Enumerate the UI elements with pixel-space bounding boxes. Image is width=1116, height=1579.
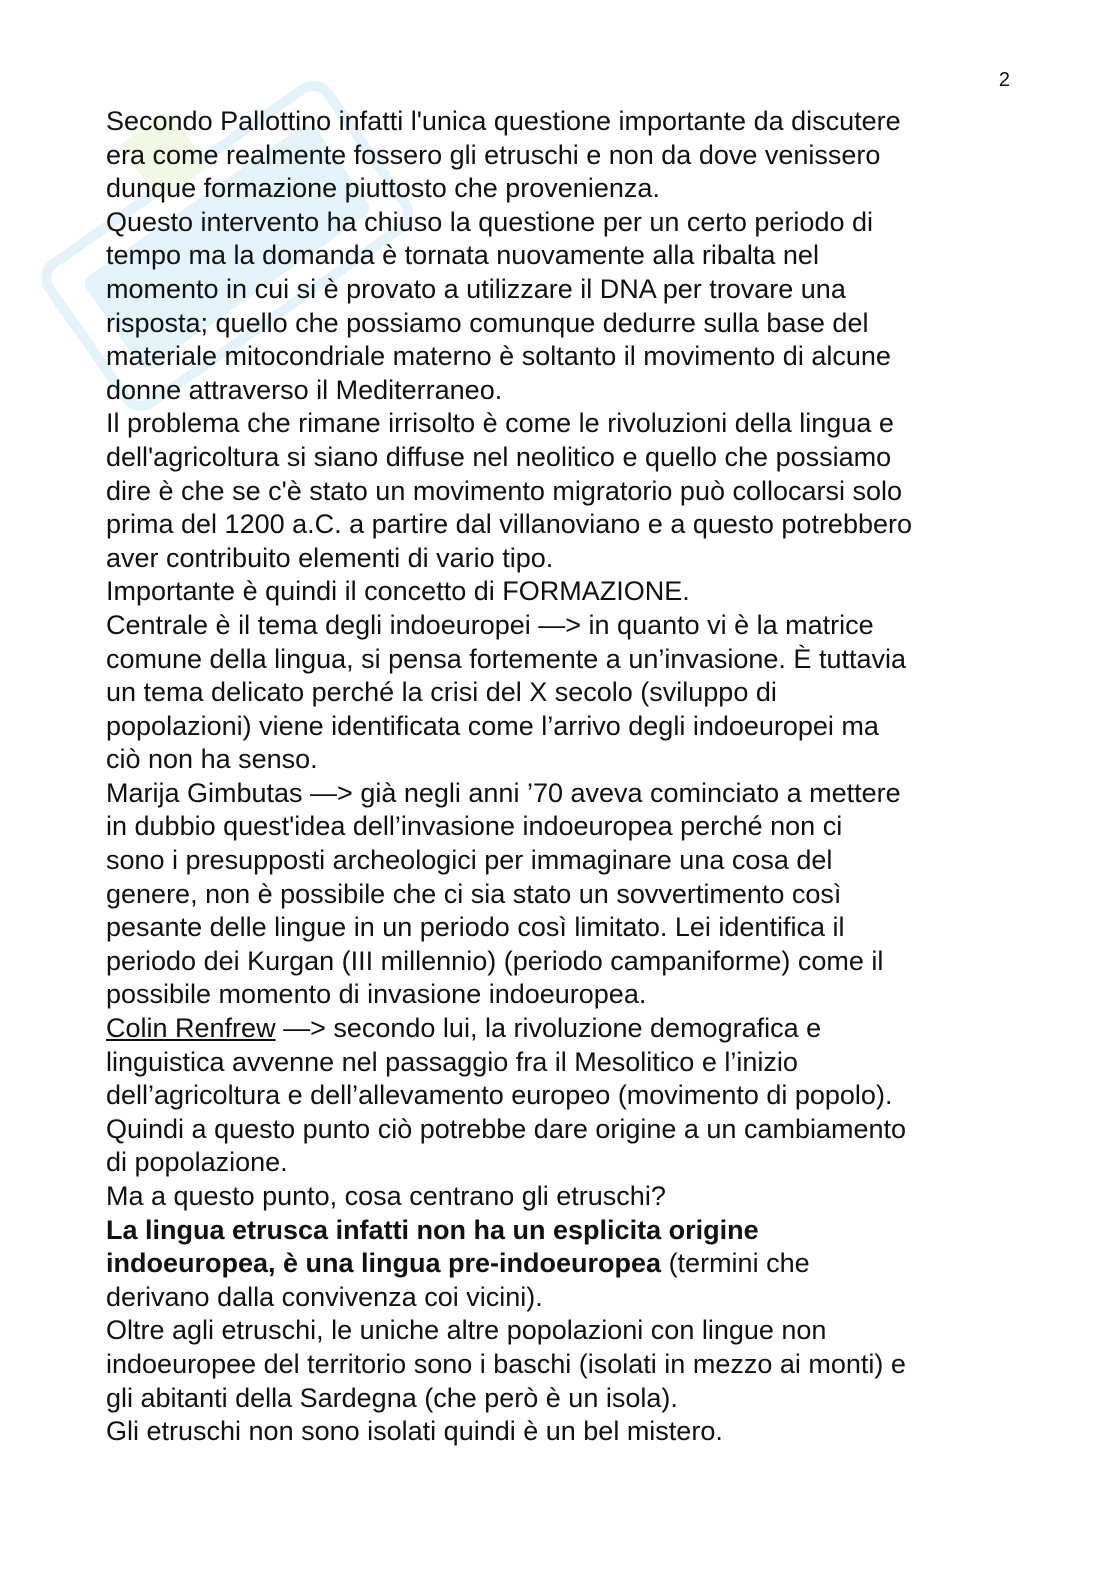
page-number: 2 <box>998 69 1010 91</box>
text-line: ciò non ha senso. <box>106 744 318 775</box>
text-line: gli abitanti della Sardegna (che però è un isola). <box>106 1382 678 1413</box>
text-line: indoeuropea, è una lingua pre-indoeuropea (termini che <box>106 1248 810 1279</box>
text-line: sono i presupposti archeologici per immaginare una cosa del <box>106 845 833 876</box>
text-line: momento in cui si è provato a utilizzare il DNA per trovare una <box>106 273 846 304</box>
bold-statement: indoeuropea, è una lingua pre-indoeuropea <box>106 1248 662 1279</box>
text-line: era come realmente fossero gli etruschi e non da dove venissero <box>106 139 881 170</box>
text-line: Importante è quindi il concetto di FORMAZIONE. <box>106 576 690 607</box>
text-line: Secondo Pallottino infatti l'unica questione importante da discutere <box>106 106 901 136</box>
text-line: derivano dalla convivenza coi vicini). <box>106 1281 543 1312</box>
text-line: donne attraverso il Mediterraneo. <box>106 374 503 405</box>
text-line: Oltre agli etruschi, le uniche altre popolazioni con lingue non <box>106 1315 827 1346</box>
text-line: dire è che se c'è stato un movimento migratorio può collocarsi solo <box>106 475 903 506</box>
text-line: comune della lingua, si pensa fortemente a un’invasione. È tuttavia <box>106 643 906 674</box>
bold-statement: La lingua etrusca infatti non ha un esplicita origine <box>106 1214 759 1245</box>
text-line: possibile momento di invasione indoeuropea. <box>106 979 647 1010</box>
text-line: popolazioni) viene identificata come l’arrivo degli indoeuropei ma <box>106 710 879 741</box>
text-line: Colin Renfrew —> secondo lui, la rivoluzione demografica e <box>106 1013 822 1044</box>
text-line: Gli etruschi non sono isolati quindi è un bel mistero. <box>106 1416 723 1447</box>
text-line: Centrale è il tema degli indoeuropei —> in quanto vi è la matrice <box>106 609 874 640</box>
text-line: tempo ma la domanda è tornata nuovamente alla ribalta nel <box>106 240 819 271</box>
text-line: materiale mitocondriale materno è soltanto il movimento di alcune <box>106 341 891 372</box>
text-line: risposta; quello che possiamo comunque dedurre sulla base del <box>106 307 869 338</box>
text-line: Il problema che rimane irrisolto è come le rivoluzioni della lingua e <box>106 408 894 439</box>
text-line: in dubbio quest'idea dell’invasione indoeuropea perché non ci <box>106 811 843 842</box>
body-text <box>106 105 1016 1449</box>
text-line: aver contribuito elementi di vario tipo. <box>106 542 554 573</box>
text-line: Questo intervento ha chiuso la questione per un certo periodo di <box>106 206 873 237</box>
text-line <box>106 1214 1016 1248</box>
text-line: prima del 1200 a.C. a partire dal villanoviano e a questo potrebbero <box>106 509 913 540</box>
text-line: Marija Gimbutas —> già negli anni ’70 aveva cominciato a mettere <box>106 777 901 808</box>
text-line: indoeuropee del territorio sono i baschi (isolati in mezzo ai monti) e <box>106 1348 906 1379</box>
underlined-name: Colin Renfrew <box>106 1013 276 1044</box>
text-line: dell'agricoltura si siano diffuse nel neolitico e quello che possiamo <box>106 441 892 472</box>
text-line: un tema delicato perché la crisi del X secolo (sviluppo di <box>106 677 777 708</box>
text-line: Ma a questo punto, cosa centrano gli etruschi? <box>106 1181 666 1211</box>
text-line: dunque formazione piuttosto che provenienza. <box>106 173 660 204</box>
text-line: di popolazione. <box>106 1147 288 1178</box>
text-line: dell’agricoltura e dell’allevamento europeo (movimento di popolo). <box>106 1080 893 1111</box>
text-line: Quindi a questo punto ciò potrebbe dare origine a un cambiamento <box>106 1113 907 1144</box>
text-line: periodo dei Kurgan (III millennio) (periodo campaniforme) come il <box>106 945 884 976</box>
text-line: linguistica avvenne nel passaggio fra il Mesolitico e l’inizio <box>106 1046 798 1077</box>
text-line: genere, non è possibile che ci sia stato un sovvertimento così <box>106 878 842 909</box>
text-line: pesante delle lingue in un periodo così limitato. Lei identifica il <box>106 912 845 943</box>
